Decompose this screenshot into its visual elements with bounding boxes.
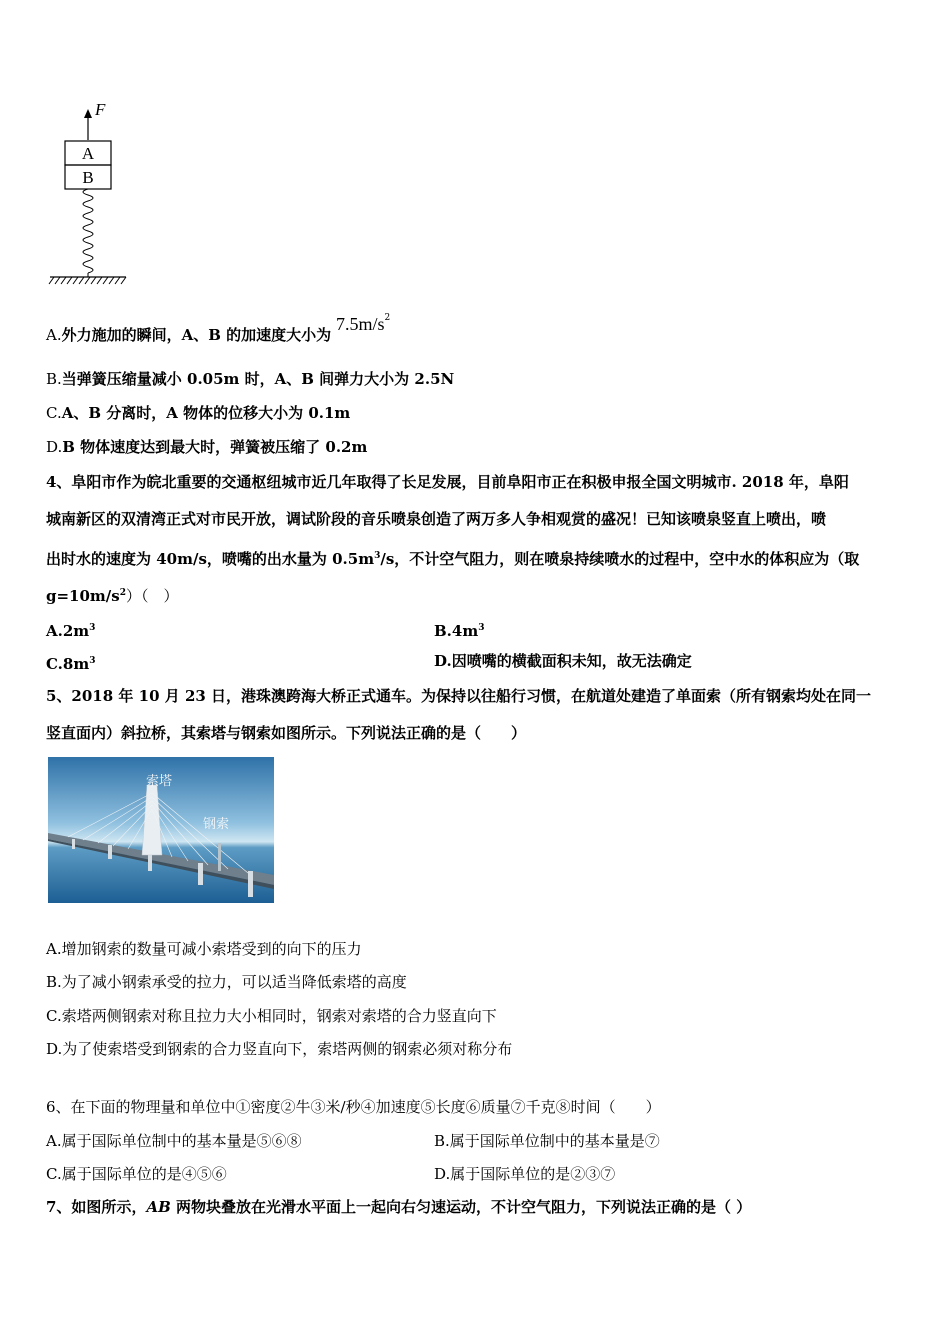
q3-option-c: C.A、B 分离时，A 物体的位移大小为 0.1m: [46, 404, 351, 422]
cable-label: 钢索: [203, 817, 230, 832]
q6-option-a: A.属于国际单位制中的基本量是⑤⑥⑧: [46, 1132, 302, 1150]
tower-label: 索塔: [146, 774, 173, 789]
q3-option-b: B.当弹簧压缩量减小 0.05m 时，A、B 间弹力大小为 2.5N: [46, 370, 455, 388]
spring-block-diagram: [40, 95, 140, 290]
q3-option-a: A.外力施加的瞬间，A、B 的加速度大小为 $7.5m/s^2$: [46, 313, 391, 344]
spring: [83, 189, 93, 273]
q5-stem-line-1: 5、2018 年 10 月 23 日，港珠澳跨海大桥正式通车。为保持以往船行习惯，在航道处建造了单面索（所有钢索均处在同一: [46, 687, 872, 705]
q6-option-b: B.属于国际单位制中的基本量是⑦: [434, 1132, 660, 1150]
q7-stem: 7、如图所示，AB 两物块叠放在光滑水平面上一起向右匀速运动，不计空气阻力，下列说法正确的是（ ）: [46, 1198, 752, 1216]
block-a-label: A: [81, 144, 95, 163]
force-label: F: [95, 100, 106, 119]
q4-option-a: $A.2m^3$: [46, 622, 96, 640]
q6-stem: 6、在下面的物理量和单位中①密度②牛③米/秒④加速度⑤长度⑥质量⑦千克⑧时间（ ）: [46, 1098, 661, 1116]
bridge-photo: [48, 757, 274, 903]
q5-option-c: C.索塔两侧钢索对称且拉力大小相同时，钢索对索塔的合力竖直向下: [46, 1007, 497, 1025]
q4-option-b: $B.4m^3$: [434, 622, 485, 640]
q4-option-c: $C.8m^3$: [46, 655, 96, 673]
q4-stem-line-2: 城南新区的双清湾正式对市民开放，调试阶段的音乐喷泉创造了两万多人争相观赏的盛况！已知该喷泉竖直上喷出，喷: [46, 510, 827, 528]
q4-stem-line-4: $g=10m/s^2$）（ ）: [46, 587, 179, 605]
q4-option-d: D.因喷嘴的横截面积未知，故无法确定: [434, 652, 692, 670]
q5-option-a: A.增加钢索的数量可减小索塔受到的向下的压力: [46, 940, 362, 958]
block-b-label: B: [82, 168, 94, 187]
q5-option-b: B.为了减小钢索承受的拉力，可以适当降低索塔的高度: [46, 973, 407, 991]
q4-stem-line-1: 4、阜阳市作为皖北重要的交通枢纽城市近几年取得了长足发展，目前阜阳市正在积极申报全国文明城市. 2018 年，阜阳: [46, 473, 849, 491]
q3-option-d: D.B 物体速度达到最大时，弹簧被压缩了 0.2m: [46, 438, 368, 456]
q6-option-d: D.属于国际单位的是②③⑦: [434, 1165, 616, 1183]
q5-option-d: D.为了使索塔受到钢索的合力竖直向下，索塔两侧的钢索必须对称分布: [46, 1040, 513, 1058]
q5-stem-line-2: 竖直面内）斜拉桥，其索塔与钢索如图所示。下列说法正确的是（ ）: [46, 724, 527, 742]
q6-option-c: C.属于国际单位的是④⑤⑥: [46, 1165, 227, 1183]
q4-stem-line-3: 出时水的速度为 40m/s，喷嘴的出水量为 $0.5m^3/s$，不计空气阻力，则在喷泉持续喷水的过程中，空中水的体积应为（取: [46, 550, 860, 568]
